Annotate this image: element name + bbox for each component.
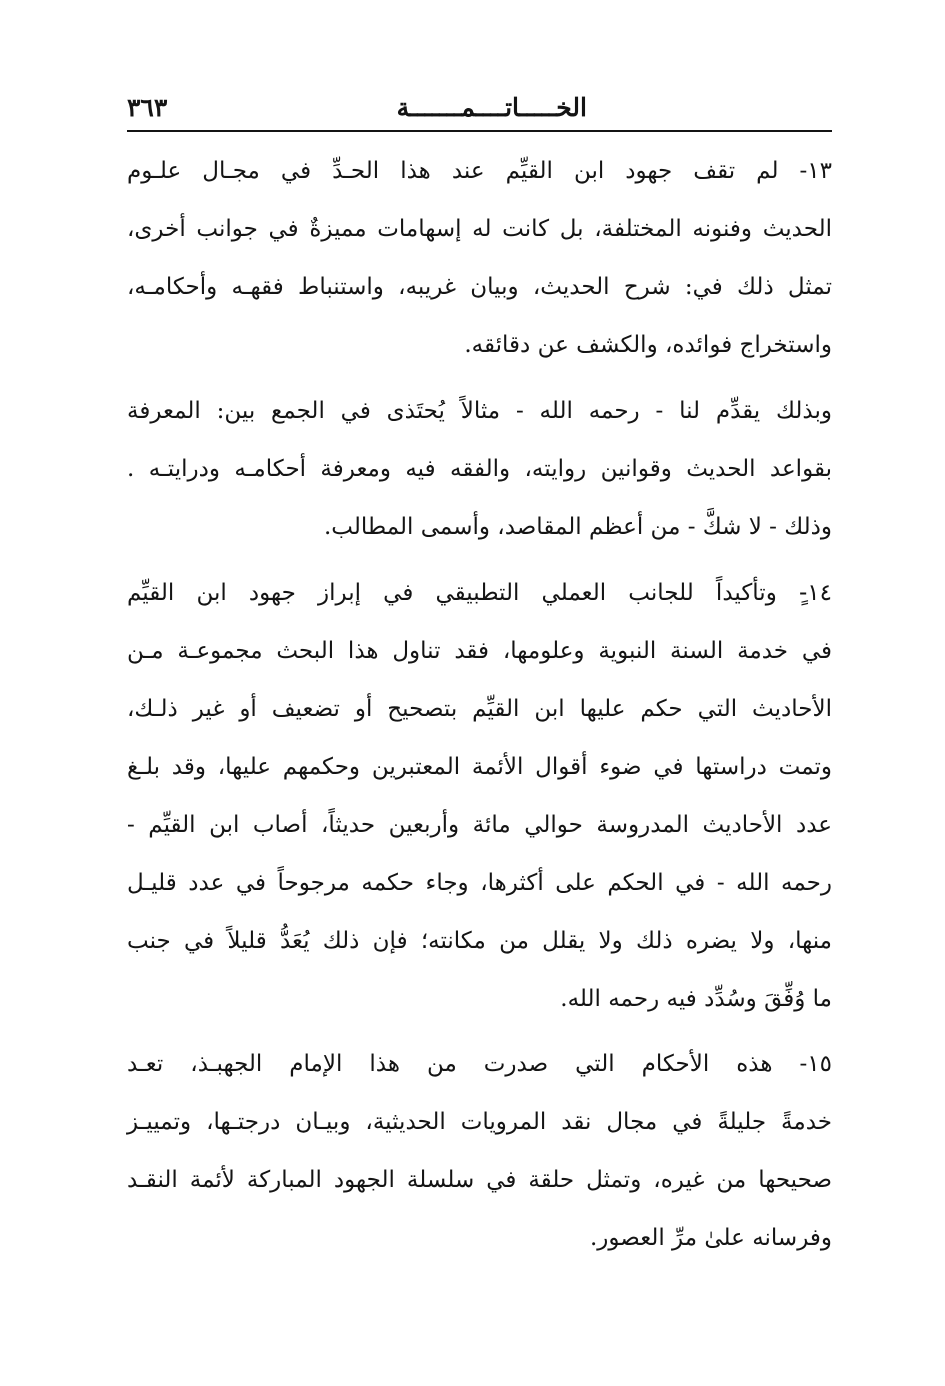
text-line: وفرسانه علىٰ مرِّ العصور. [590, 1225, 832, 1251]
text-line: ١٥- هذه الأحكام التي صدرت من هذا الإمام الجهبـذ، تعـد [127, 1051, 832, 1077]
paragraph-15 [127, 1035, 832, 1267]
text-line: وذلك - لا شكَّ - من أعظم المقاصد، وأسمى المطالب. [323, 514, 832, 540]
text-line: ١٤-ٍ وتأكيداً للجانب العملي التطبيقي في إبراز جهود ابن القيِّم [127, 580, 832, 606]
text-line: تمثل ذلك في: شرح الحديث، وبيان غريبه، واستنباط فقهـه وأحكامـه، [127, 274, 832, 300]
text-line: الحديث وفنونه المختلفة، بل كانت له إسهامات مميزةٌ في جوانب أخرى، [127, 216, 832, 242]
paragraph-13 [127, 142, 832, 374]
text-line: ما وُفِّقَ وسُدِّد فيه رحمه الله. [560, 986, 832, 1012]
text-line: خدمةً جليلةً في مجال نقد المرويات الحديثية، وبيـان درجتـها، وتمييـز [127, 1109, 832, 1135]
text-line: عدد الأحاديث المدروسة حوالي مائة وأربعين حديثاً، أصاب ابن القيِّم - [127, 812, 832, 838]
paragraph-summary [127, 382, 832, 556]
page-number: ٣٦٣ [127, 93, 168, 122]
text-line: بقواعد الحديث وقوانين روايته، والفقه فيه ومعرفة أحكامـه ودرايتـه . [127, 456, 832, 482]
text-line: وبذلك يقدِّم لنا - رحمه الله - مثالاً يُحتَذى في الجمع بين: المعرفة [127, 398, 832, 424]
text-line: الأحاديث التي حكم عليها ابن القيِّم بتصحيح أو تضعيف أو غير ذلـك، [127, 696, 832, 722]
text-line: في خدمة السنة النبوية وعلومها، فقد تناول هذا البحث مجموعـة مـن [127, 638, 832, 664]
header-divider [127, 130, 832, 132]
text-line: ١٣- لم تقف جهود ابن القيِّم عند هذا الحـدِّ في مجـال علـوم [127, 158, 832, 184]
text-line: وتمت دراستها في ضوء أقوال الأئمة المعتبرين وحكمهم عليها، وقد بلـغ [127, 754, 832, 780]
text-line: منها، ولا يضره ذلك ولا يقلل من مكانته؛ فإن ذلك يُعَدُّ قليلاً في جنب [127, 928, 832, 954]
text-line: صحيحها من غيره، وتمثل حلقة في سلسلة الجهود المباركة لأئمة النقـد [127, 1167, 832, 1193]
text-line: رحمه الله - في الحكم على أكثرها، وجاء حكمه مرجوحاً في عدد قليـل [127, 870, 832, 896]
running-title: الخـــــاتــــمـــــــة [396, 93, 587, 122]
page-header [127, 92, 832, 132]
text-line: واستخراج فوائده، والكشف عن دقائقه. [464, 332, 832, 358]
paragraph-14 [127, 564, 832, 1028]
